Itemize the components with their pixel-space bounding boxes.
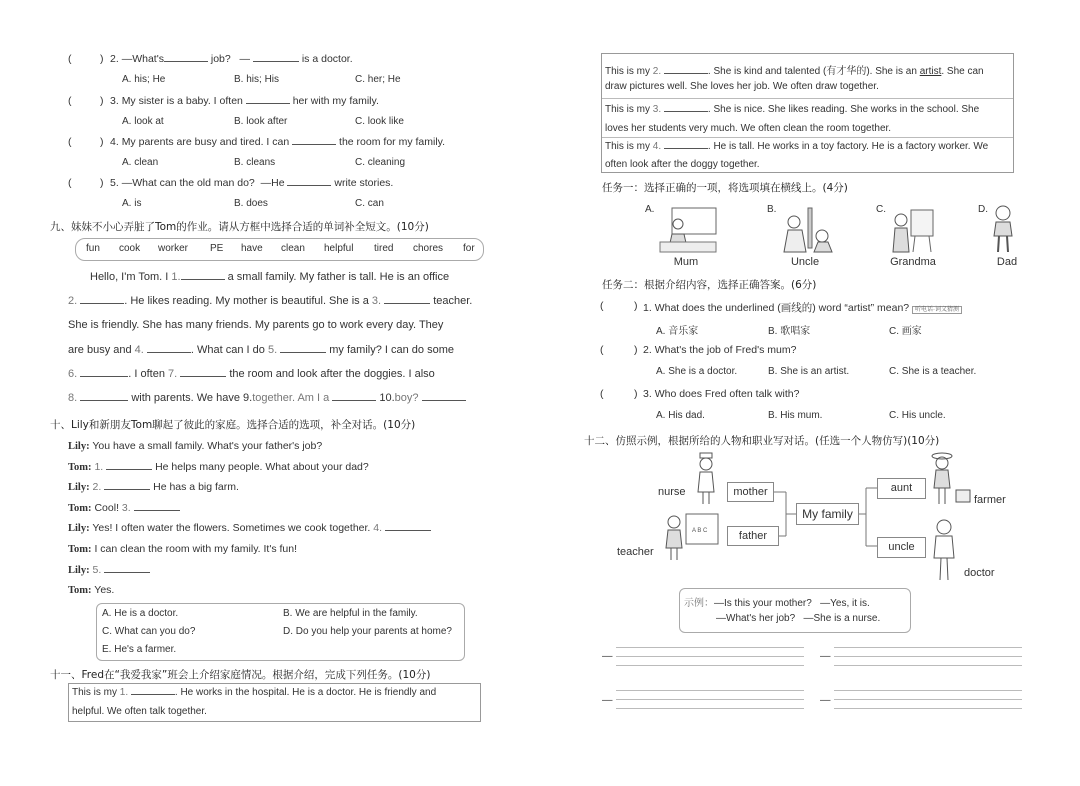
node-aunt: aunt <box>877 478 926 499</box>
dialog-line: Lily: You have a small family. What's your father's job? <box>68 440 323 452</box>
options-box <box>96 603 465 661</box>
option-b: B. She is an artist. <box>768 366 850 377</box>
section-10-title: 十、Lily和新朋友Tom聊起了彼此的家庭。选择合适的选项，补全对话。(10分) <box>50 419 416 431</box>
option-a: A. 音乐家 <box>656 326 699 337</box>
blank[interactable] <box>147 352 191 353</box>
option-a: A. She is a doctor. <box>656 366 738 377</box>
blank[interactable] <box>80 376 128 377</box>
option-c: C. She is a teacher. <box>889 366 977 377</box>
blank[interactable] <box>253 61 299 62</box>
option-c: C. can <box>355 198 384 209</box>
label-doctor: doctor <box>964 567 995 579</box>
dialog-line: Tom: 1. He helps many people. What about your dad? <box>68 461 369 473</box>
dialog-line: Tom: Yes. <box>68 584 115 596</box>
label-teacher: teacher <box>617 546 654 558</box>
option-a: A. his; He <box>122 74 166 85</box>
divider <box>602 98 1013 99</box>
dialog-line: Lily: 2. He has a big farm. <box>68 481 239 493</box>
word-item: worker <box>158 243 189 254</box>
nurse-figure <box>692 452 720 506</box>
word-item: PE <box>210 243 224 254</box>
answer-paren[interactable]: ( <box>68 53 72 65</box>
node-mother: mother <box>727 482 774 502</box>
answer-paren[interactable]: ( <box>600 344 604 356</box>
passage-box-2: This is my 2. . She is kind and talented (有才华的). She is an artist. She can draw pictures well. She loves her job. We often draw together. This is my 3. . She is nice. She likes reading. She works in the school. She loves her students very much. We often clean the room together. This is my 4. . He is tall. He works in a toy factory. He is a factory worker. We often look after the doggy together. <box>601 53 1014 173</box>
mum-teacher-picture <box>658 206 718 254</box>
option-a: A. His dad. <box>656 410 705 421</box>
blank[interactable] <box>106 469 152 470</box>
answer-paren[interactable]: ( <box>600 388 604 400</box>
option-c: C. His uncle. <box>889 410 946 421</box>
blank[interactable] <box>180 376 226 377</box>
dialog-line: Tom: Cool! 3. <box>68 502 180 514</box>
svg-text:A B C: A B C <box>692 528 708 534</box>
task-2-title: 任务二：根据介绍内容，选择正确答案。(6分) <box>602 279 817 291</box>
blank[interactable] <box>131 694 175 695</box>
blank[interactable] <box>164 61 208 62</box>
blank[interactable] <box>332 400 376 401</box>
option-d: D. Do you help your parents at home? <box>283 626 452 637</box>
skill-tag: 听电话·词义猜测 <box>912 306 962 314</box>
underlined-word: artist <box>919 66 942 77</box>
option-b: B. cleans <box>234 157 276 168</box>
option-b: B. his; His <box>234 74 280 85</box>
blank[interactable] <box>664 73 708 74</box>
blank[interactable] <box>384 303 430 304</box>
option-a: A. He is a doctor. <box>102 608 179 619</box>
blank[interactable] <box>664 148 708 149</box>
label-nurse: nurse <box>658 486 686 498</box>
word-item: chores <box>413 243 444 254</box>
grandma-artist-picture <box>889 206 937 254</box>
option-b: B. We are helpful in the family. <box>283 608 418 619</box>
option-c: C. her; He <box>355 74 401 85</box>
option-a: A. clean <box>122 157 159 168</box>
label-farmer: farmer <box>974 494 1006 506</box>
dialog-line: Lily: 5. <box>68 564 150 576</box>
answer-paren[interactable]: ( <box>68 136 72 148</box>
task-1-title: 任务一：选择正确的一项，将选项填在横线上。(4分) <box>602 182 848 194</box>
answer-paren[interactable]: ( <box>68 95 72 107</box>
option-a: A. look at <box>122 116 164 127</box>
dad-worker-picture <box>988 204 1018 254</box>
uncle-doctor-picture <box>778 206 838 254</box>
node-father: father <box>727 526 779 546</box>
option-b: B. look after <box>234 116 288 127</box>
option-b: B. does <box>234 198 268 209</box>
blank[interactable] <box>280 352 326 353</box>
word-item: have <box>241 243 263 254</box>
blank[interactable] <box>385 530 431 531</box>
option-c: C. cleaning <box>355 157 406 168</box>
blank[interactable] <box>80 303 124 304</box>
blank[interactable] <box>246 103 290 104</box>
teacher-figure <box>662 512 720 562</box>
section-12-title: 十二、仿照示例，根据所给的人物和职业写对话。(任选一个人物仿写)(10分) <box>584 435 940 447</box>
word-bank <box>75 238 484 261</box>
option-e: E. He's a farmer. <box>102 644 177 655</box>
blank[interactable] <box>287 185 331 186</box>
blank[interactable] <box>181 279 225 280</box>
option-c: C. 画家 <box>889 326 922 337</box>
option-c: C. What can you do? <box>102 626 196 637</box>
section-9-title: 九、妹妹不小心弄脏了Tom的作业。请从方框中选择合适的单词补全短文。(10分) <box>50 221 429 233</box>
option-a: A. is <box>122 198 142 209</box>
blank[interactable] <box>104 489 150 490</box>
blank[interactable] <box>80 400 128 401</box>
farmer-figure <box>930 452 974 506</box>
node-uncle: uncle <box>877 537 926 558</box>
answer-paren[interactable]: ( <box>600 300 604 312</box>
example-box: 示例：—Is this your mother? —Yes, it is. —What's her job? —She is a nurse. <box>679 588 911 633</box>
answer-paren[interactable]: ( <box>68 177 72 189</box>
dialog-line: Lily: Yes! I often water the flowers. Sometimes we cook together. 4. <box>68 522 431 534</box>
option-c: C. look like <box>355 116 404 127</box>
question-number: 2. <box>110 53 119 65</box>
doctor-figure <box>930 518 962 582</box>
word-item: cook <box>119 243 141 254</box>
word-item: helpful <box>324 243 354 254</box>
node-my-family: My family <box>796 503 859 525</box>
word-item: clean <box>281 243 305 254</box>
blank[interactable] <box>292 144 336 145</box>
blank[interactable] <box>104 572 150 573</box>
word-item: tired <box>374 243 394 254</box>
blank[interactable] <box>664 111 708 112</box>
passage-box-1: This is my 1. . He works in the hospital. He is a doctor. He is friendly and helpful. We often talk together. <box>68 683 481 722</box>
option-b: B. His mum. <box>768 410 823 421</box>
option-b: B. 歌唱家 <box>768 326 811 337</box>
dialog-line: Tom: I can clean the room with my family. It's fun! <box>68 543 298 555</box>
blank[interactable] <box>134 510 180 511</box>
word-item: for <box>463 243 475 254</box>
divider <box>602 137 1013 138</box>
blank[interactable] <box>422 400 466 401</box>
section-11-title: 十一、Fred在“我爱我家”班会上介绍家庭情况。根据介绍，完成下列任务。(10分) <box>50 669 431 681</box>
word-item: fun <box>86 243 100 254</box>
